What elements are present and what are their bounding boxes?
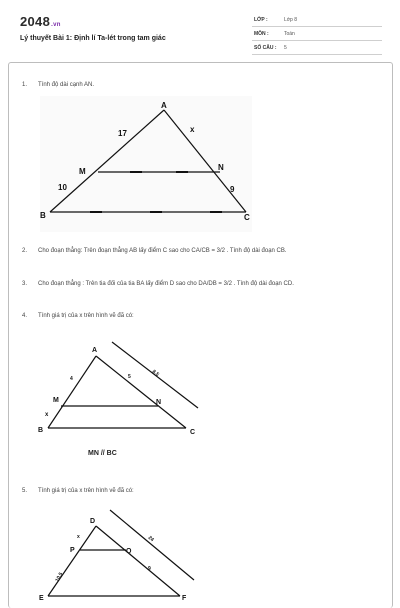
label-A2: A <box>92 347 98 354</box>
label-D: D <box>90 518 96 525</box>
meta-count-label: SỐ CÂU : <box>254 45 277 51</box>
length-PE: 10,5 <box>54 571 65 583</box>
question-1: 1. Tính độ dài cạnh AN. <box>22 82 95 88</box>
triangle-figure-1 <box>40 96 252 232</box>
document-title: Lý thuyết Bài 1: Định lí Ta-lét trong tam giác <box>20 35 166 42</box>
length-parallel3: 24 <box>146 534 155 544</box>
meta-count <box>252 42 382 55</box>
question-4: 4. Tính giá trị của x trên hình vẽ đã có: <box>22 313 134 319</box>
triangle-figure-3 <box>30 508 210 600</box>
length-AM: 17 <box>118 129 127 138</box>
meta-class <box>252 14 382 27</box>
label-A: A <box>161 101 167 110</box>
label-M: M <box>79 167 86 176</box>
meta-subject-label: MÔN : <box>254 31 269 37</box>
figure-3 <box>30 508 210 600</box>
question-5: 5. Tính giá trị của x trên hình vẽ đã có: <box>22 488 134 494</box>
question-3: 3. Cho đoạn thẳng : Trên tia đối của tia BA lấy điểm D sao cho DA/DB = 3/2 . Tính độ dài đoạn CD. <box>22 281 294 287</box>
label-B: B <box>40 211 46 220</box>
site-logo[interactable]: 2048.vn <box>20 14 61 29</box>
label-N2: N <box>156 399 162 406</box>
label-N: N <box>218 163 224 172</box>
length-AN2: 5 <box>128 374 131 380</box>
label-C: C <box>244 213 250 222</box>
figure-2 <box>30 336 210 442</box>
label-B2: B <box>38 427 44 434</box>
figure-1 <box>40 96 252 232</box>
label-E: E <box>39 595 44 600</box>
meta-class-value: Lớp 8 <box>284 17 298 23</box>
meta-class-label: LỚP : <box>254 17 268 23</box>
header <box>0 0 400 64</box>
triangle-figure-2 <box>30 336 210 442</box>
meta-subject-value: Toán <box>284 31 295 37</box>
label-M2: M <box>53 397 59 404</box>
label-C2: C <box>190 429 196 436</box>
meta-count-value: 5 <box>284 45 287 51</box>
length-DP: x <box>77 534 80 540</box>
length-AM2: 4 <box>70 376 73 382</box>
length-AN: x <box>190 125 195 134</box>
question-2: 2. Cho đoạn thẳng: Trên đoạn thẳng AB lấy điểm C sao cho CA/CB = 3/2 . Tính độ dài đoạn CB. <box>22 248 287 254</box>
label-P: P <box>70 547 75 554</box>
meta-subject <box>252 28 382 41</box>
length-QF: 9 <box>148 566 151 572</box>
label-F: F <box>182 595 187 600</box>
length-NC: 9 <box>230 185 235 194</box>
length-MB: 10 <box>58 183 67 192</box>
length-parallel2: 8,5 <box>150 368 160 378</box>
figure-2-caption: MN // BC <box>88 450 117 457</box>
label-Q: Q <box>126 548 132 555</box>
length-MB2: x <box>45 412 49 418</box>
